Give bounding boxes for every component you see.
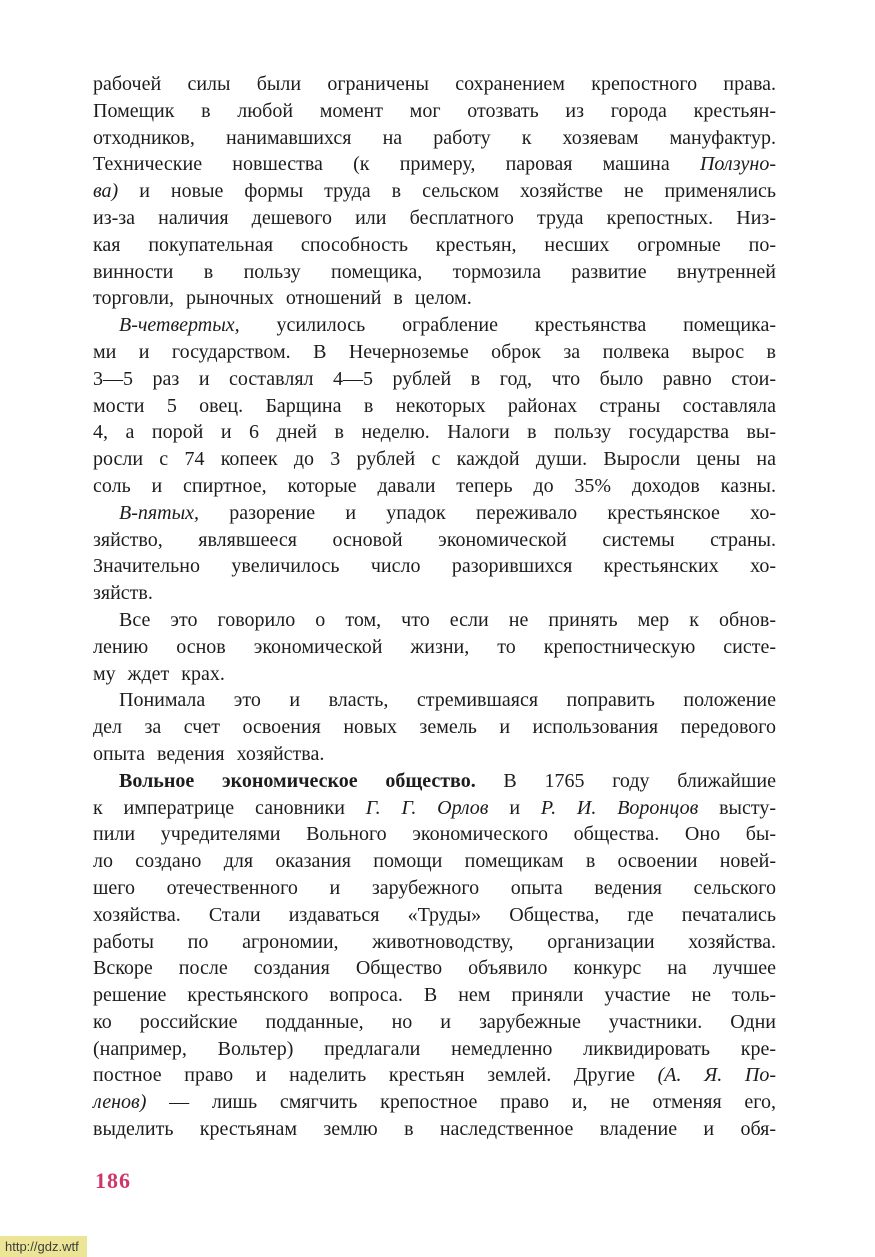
text-line [93, 687, 776, 714]
text-line [93, 232, 776, 259]
text-segment: — лишь смягчить крепостное право и, не отменяя его, [146, 1091, 776, 1114]
paragraph [93, 312, 776, 500]
text-segment: росли с 74 копеек до 3 рублей с каждой души. Выросли цены на [93, 448, 776, 471]
text-line [93, 929, 776, 956]
text-line [93, 393, 776, 420]
text-line [93, 553, 776, 580]
text-segment: Значительно увеличилось число разорившихся крестьянских хо- [93, 555, 776, 578]
text-segment: опыта ведения хозяйства. [93, 742, 325, 765]
text-segment: рабочей силы были ограничены сохранением крепостного права. [93, 73, 776, 95]
text-line [93, 151, 776, 178]
text-line [93, 205, 776, 232]
text-line [93, 982, 776, 1009]
text-line [93, 339, 776, 366]
text-segment: кая покупательная способность крестьян, несших огромные по- [93, 233, 776, 256]
text-segment: дел за счет освоения новых земель и использования передового [93, 716, 776, 739]
text-line [93, 98, 776, 125]
text-segment: мости 5 овец. Барщина в некоторых районах страны составляла [93, 394, 776, 417]
text-segment: работы по агрономии, животноводству, организации хозяйства. [93, 930, 776, 953]
text-segment: лению основ экономической жизни, то крепостническую систе- [93, 635, 776, 658]
text-line [93, 1116, 776, 1143]
italic-text: (А. Я. По- [657, 1064, 777, 1087]
text-segment: высту- [698, 796, 776, 819]
text-segment: Помещик в любой момент мог отозвать из города крестьян- [93, 99, 776, 122]
text-line [93, 259, 776, 286]
text-segment: В 1765 году ближайшие [475, 769, 776, 792]
text-line [93, 580, 776, 607]
text-segment: му ждет крах. [93, 662, 225, 685]
text-line [93, 178, 776, 205]
text-line [93, 848, 776, 875]
text-segment: ко российские подданные, но и зарубежные участники. Одни [93, 1010, 776, 1033]
text-line [93, 125, 776, 152]
text-line [93, 285, 776, 312]
text-segment: ло создано для оказания помощи помещикам в освоении новей- [93, 850, 776, 873]
text-segment: Вскоре после создания Общество объявило конкурс на лучшее [93, 957, 776, 980]
text-line [93, 634, 776, 661]
text-segment: зяйств. [93, 582, 153, 605]
text-segment: зяйство, являвшееся основой экономической системы страны. [93, 528, 776, 551]
text-segment: к императрице сановники [93, 796, 366, 819]
text-segment: шего отечественного и зарубежного опыта ведения сельского [93, 876, 776, 899]
italic-text: Р. И. Воронцов [540, 796, 699, 819]
text-line [93, 312, 776, 339]
text-segment: Все это говорило о том, что если не принять мер к обнов- [119, 608, 776, 631]
page-number: 186 [95, 1168, 131, 1193]
italic-text: В-пятых, [119, 501, 200, 524]
text-line [93, 902, 776, 929]
text-line [93, 795, 776, 822]
bold-text: Вольное экономическое общество. [119, 769, 476, 792]
text-line [93, 366, 776, 393]
text-line [93, 527, 776, 554]
text-line [93, 71, 776, 98]
text-segment: решение крестьянского вопроса. В нем приняли участие не толь- [93, 984, 776, 1007]
italic-text: ва) [93, 180, 119, 203]
text-segment: хозяйства. Стали издаваться «Труды» Общества, где печатались [93, 903, 776, 926]
text-line [93, 1036, 776, 1063]
text-segment: Технические новшества (к примеру, паровая машина [93, 153, 700, 176]
text-line [93, 661, 776, 688]
text-line [93, 500, 776, 527]
watermark: http://gdz.wtf [0, 1236, 87, 1257]
text-segment: и новые формы труда в сельском хозяйстве не применялись [118, 180, 776, 203]
text-segment: разорение и упадок переживало крестьянское хо- [199, 501, 776, 524]
text-line [93, 875, 776, 902]
text-segment: торговли, рыночных отношений в целом. [93, 287, 472, 310]
text-line [93, 1089, 776, 1116]
text-segment: из-за наличия дешевого или бесплатного труда крепостных. Низ- [93, 206, 776, 229]
text-segment: выделить крестьянам землю в наследственное владение и обя- [93, 1118, 776, 1141]
text-segment: соль и спиртное, которые давали теперь до 35% доходов казны. [93, 474, 776, 497]
text-segment: пили учредителями Вольного экономического общества. Оно бы- [93, 823, 776, 846]
text-segment: винности в пользу помещика, тормозила развитие внутренней [93, 260, 776, 283]
text-line [93, 741, 776, 768]
italic-text: Ползуно- [699, 153, 776, 176]
paragraph [93, 71, 776, 312]
text-segment: постное право и наделить крестьян землей. Другие [93, 1064, 658, 1087]
text-line [93, 1009, 776, 1036]
text-segment: усилилось ограбление крестьянства помещика- [239, 314, 776, 337]
text-segment: ми и государством. В Нечерноземье оброк за полвека вырос в [93, 340, 776, 363]
text-line [93, 821, 776, 848]
paragraph [93, 607, 776, 687]
text-line [93, 714, 776, 741]
text-line [93, 419, 776, 446]
paragraph [93, 500, 776, 607]
text-line [93, 955, 776, 982]
paragraph [93, 687, 776, 767]
italic-text: ленов) [93, 1091, 147, 1114]
text-segment: (например, Вольтер) предлагали немедленно ликвидировать кре- [93, 1037, 776, 1060]
paragraph [93, 768, 776, 1143]
text-line [93, 473, 776, 500]
text-segment: 3—5 раз и составлял 4—5 рублей в год, что было равно стои- [93, 367, 776, 390]
italic-text: Г. Г. Орлов [365, 796, 489, 819]
body-text [93, 71, 776, 1143]
text-line [93, 1062, 776, 1089]
text-segment: и [488, 796, 541, 819]
text-line [93, 446, 776, 473]
text-line [93, 607, 776, 634]
text-segment: отходников, нанимавшихся на работу к хозяевам мануфактур. [93, 126, 776, 149]
text-line [93, 768, 776, 795]
italic-text: В-четвертых, [119, 314, 240, 337]
text-segment: Понимала это и власть, стремившаяся поправить положение [119, 689, 776, 712]
text-segment: 4, а порой и 6 дней в неделю. Налоги в пользу государства вы- [93, 421, 776, 444]
